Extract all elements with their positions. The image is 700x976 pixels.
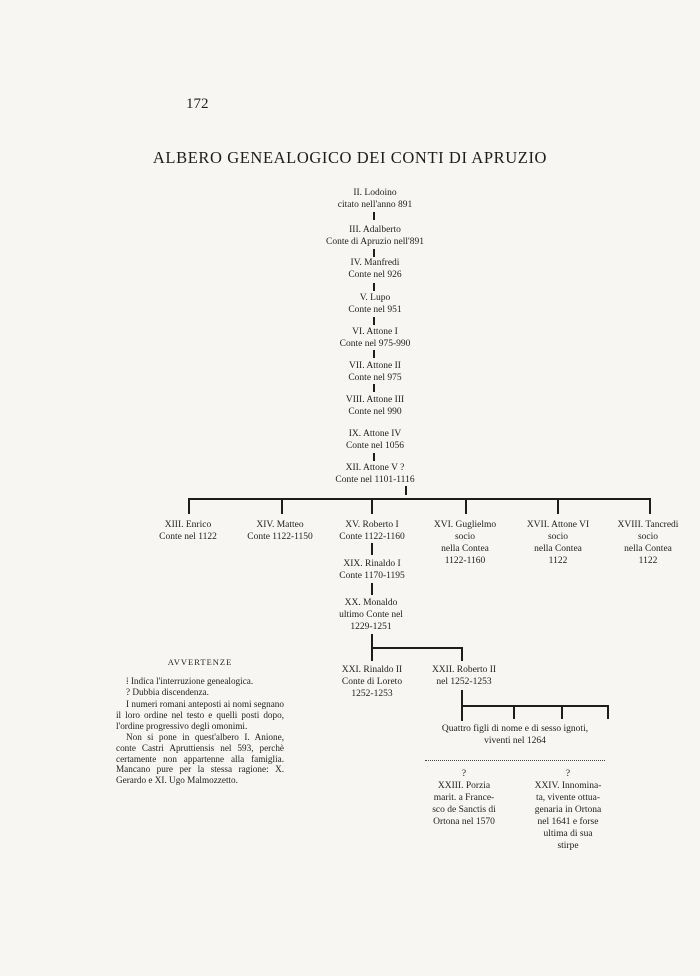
node-lupo: V. Lupo Conte nel 951	[348, 293, 402, 315]
branch-drop	[513, 705, 515, 719]
connector	[371, 543, 373, 555]
node-enrico: XIII. Enrico Conte nel 1122	[159, 520, 217, 542]
note-exclusions: Non si pone in quest'albero I. Anione, conte Castri Apruttiensis nel 593, perchè certamente non appartenne alla famiglia. Mancano pure per la stessa ragione: X. Gerardo e XI. Ugo Malmozzetto.	[116, 732, 284, 786]
branch-drop	[649, 498, 651, 514]
node-attone-3: VIII. Attone III Conte nel 990	[345, 395, 405, 417]
node-matteo: XIV. Matteo Conte 1122-1150	[247, 520, 313, 542]
connector	[405, 486, 407, 495]
branch-drop	[461, 647, 463, 661]
node-roberto-1: XV. Roberto I Conte 1122-1160	[339, 520, 405, 542]
node-attone-6: XVII. Attone VI socio nella Contea 1122	[526, 520, 590, 566]
branch-drop	[465, 498, 467, 514]
branch-bar	[188, 498, 650, 500]
note-interruption: ⁞ Indica l'interruzione genealogica.	[126, 675, 254, 686]
node-innominata: ? XXIV. Innomina- ta, vivente ottua- genaria in Ortona nel 1641 e forse ultima di sua stirpe	[534, 769, 602, 851]
node-porzia: ? XXIII. Porzia marit. a France- sco de Sanctis di Ortona nel 1570	[432, 769, 496, 827]
notes-section	[116, 657, 284, 787]
branch-bar	[461, 705, 609, 707]
node-monaldo: XX. Monaldo ultimo Conte nel 1229-1251	[339, 598, 403, 632]
branch-drop	[461, 705, 463, 721]
branch-drop	[281, 498, 283, 514]
connector	[373, 453, 375, 461]
connector	[371, 583, 373, 595]
node-tancredi: XVIII. Tancredi socio nella Contea 1122	[617, 520, 679, 566]
node-lodoino: II. Lodoino citato nell'anno 891	[337, 188, 413, 210]
connector	[373, 249, 375, 257]
branch-drop	[557, 498, 559, 514]
branch-drop	[371, 647, 373, 661]
connector	[373, 350, 375, 358]
connector	[373, 317, 375, 325]
connector	[373, 283, 375, 291]
branch-drop	[188, 498, 190, 514]
branch-bar	[371, 647, 463, 649]
connector	[461, 690, 463, 706]
connector	[371, 634, 373, 648]
interruption-line	[425, 760, 605, 761]
node-adalberto: III. Adalberto Conte di Apruzio nell'891	[325, 225, 425, 247]
node-rinaldo-1: XIX. Rinaldo I Conte 1170-1195	[339, 559, 405, 581]
note-doubtful: ? Dubbia discendenza.	[126, 687, 209, 698]
notes-title: AVVERTENZE	[167, 657, 233, 667]
node-attone-5: XII. Attone V ? Conte nel 1101-1116	[335, 463, 415, 485]
page-title: ALBERO GENEALOGICO DEI CONTI DI APRUZIO	[152, 148, 548, 167]
branch-drop	[607, 705, 609, 719]
connector	[373, 212, 375, 220]
node-attone-1: VI. Attone I Conte nel 975-990	[339, 327, 411, 349]
connector	[373, 384, 375, 392]
branch-drop	[371, 498, 373, 514]
node-manfredi: IV. Manfredi Conte nel 926	[348, 258, 402, 280]
node-guglielmo: XVI. Guglielmo socio nella Contea 1122-1160	[433, 520, 497, 566]
node-rinaldo-2: XXI. Rinaldo II Conte di Loreto 1252-1253	[341, 665, 403, 699]
branch-drop	[561, 705, 563, 719]
node-roberto-2: XXII. Roberto II nel 1252-1253	[431, 665, 497, 687]
node-four-children: Quattro figli di nome e di sesso ignoti, viventi nel 1264	[441, 724, 589, 746]
note-numerals: I numeri romani anteposti ai nomi segnano il loro ordine nel testo e quelli posti dopo, l'ordine progressivo degli omonimi.	[116, 699, 284, 731]
node-attone-4: IX. Attone IV Conte nel 1056	[345, 429, 405, 451]
page-number: 172	[186, 96, 209, 112]
node-attone-2: VII. Attone II Conte nel 975	[348, 361, 402, 383]
